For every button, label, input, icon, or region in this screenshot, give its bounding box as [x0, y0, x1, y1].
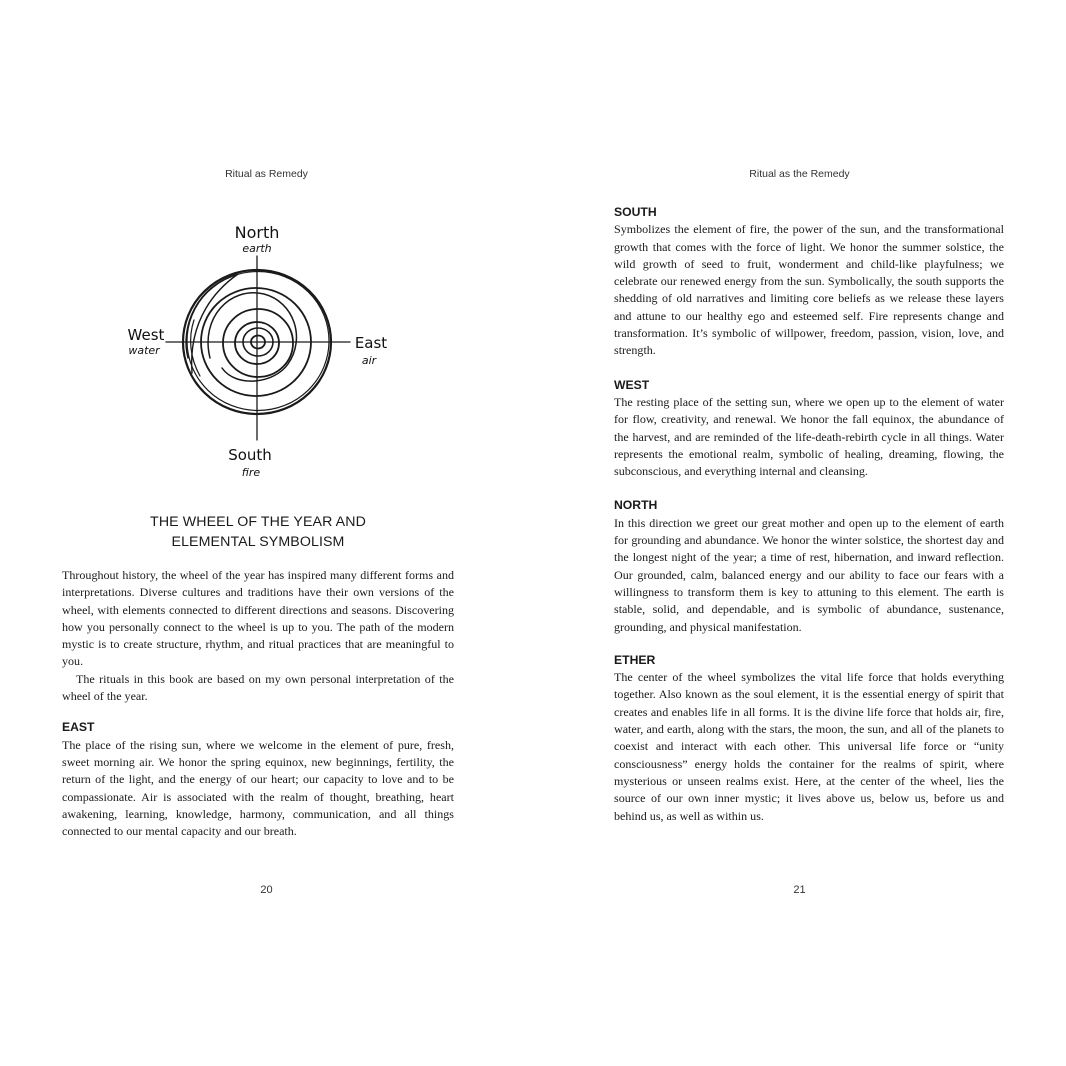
label-west-element: water [128, 344, 160, 357]
intro-paragraph-1: Throughout history, the wheel of the year has inspired many different forms and interpretations. Diverse cultures and traditions have their own versions of the wheel, with elements connected to different directions and seasons. Discovering how you personally connect to the wheel is up to you. The path of the modern mystic is to create structure, rhythm, and ritual practices that are meaningful to you. [62, 568, 454, 669]
page-number: 20 [260, 884, 273, 896]
wheel-drawing [118, 208, 398, 486]
section-title-line-1: THE WHEEL OF THE YEAR AND [150, 514, 366, 530]
label-north: North [234, 223, 280, 242]
label-east: East [354, 334, 388, 352]
south-paragraph: Symbolizes the element of fire, the power of the sun, and the transformational growth that comes with the force of light. We honor the summer solstice, the wild growth of seed to fruit, wonderment and child-like playfulness; we celebrate our renewed energy from the sun. Symbolically, the south supports the shedding of old narratives and limiting core beliefs as we release these layers and attune to our healthy ego and esteemed self. Fire represents change and transformation. It’s symbolic of willpower, freedom, passion, vision, love, and strength. [614, 222, 1004, 358]
ether-section [614, 652, 1004, 825]
east-paragraph: The place of the rising sun, where we welcome in the element of pure, fresh, sweet morning air. We honor the spring equinox, new beginnings, fertility, the return of the light, and the energy of our heart; our capacity to love and to be compassionate. Air is associated with the realm of thought, breathing, heart awakening, learning, knowledge, harmony, communication, and all things connected to our mental capacity and our breath. [62, 737, 454, 839]
page-number: 21 [793, 884, 806, 896]
label-west: West [127, 326, 165, 344]
running-head: Ritual as Remedy [225, 168, 308, 180]
west-paragraph: The resting place of the setting sun, where we open up to the element of water for flow, creativity, and renewal. We honor the fall equinox, the abundance of the harvest, and are reminded of the life-death-rebirth cycle in all things. Water represents the emotional realm, symbolic of healing, dreaming, flowing, the subconscious, and everything internal and cleansing. [614, 394, 1004, 479]
ether-paragraph: The center of the wheel symbolizes the vital life force that holds everything together. Also known as the soul element, it is the essential energy of spirit that creates and enables life in all forms. It is the divine life force that holds air, fire, water, and earth, along with the stars, the moon, the sun, and all of the planets to coexist and interact with each other. This universal life force or “unity consciousness” energy holds the container for the realms of spirit, where mysterious or unseen realms exist. Here, at the center of the wheel, lies the source of our own inner mystic; it lives above us, below us, before us and behind us, as well as within us. [614, 670, 1004, 823]
west-heading: WEST [614, 377, 650, 392]
south-section [614, 204, 1004, 360]
west-section [614, 377, 1004, 481]
label-east-element: air [361, 354, 377, 367]
south-heading: SOUTH [614, 205, 657, 219]
intro-paragraph-2: The rituals in this book are based on my own personal interpretation of the wheel of the year. [62, 671, 454, 704]
label-north-element: earth [242, 242, 272, 255]
left-body-text [62, 567, 454, 840]
label-south: South [228, 446, 272, 464]
section-title [62, 512, 454, 552]
wheel-of-the-year-diagram [118, 208, 398, 486]
label-south-element: fire [241, 466, 261, 479]
north-heading: NORTH [614, 498, 658, 513]
east-heading: EAST [62, 720, 95, 735]
right-page [533, 0, 1066, 1066]
third-ring [223, 309, 293, 377]
north-section [614, 497, 1004, 635]
north-paragraph: In this direction we greet our great mother and open up to the element of earth for grounding and abundance. We honor the winter solstice, the shortest day and the longest night of the year; a time of rest, hibernation, and inward reflection. Our grounded, calm, balanced energy and our ability to face our fears with a willingness to transform them is key to attuning to this element. The earth is stable, solid, and dependable, and is symbolic of abundance, sustenance, grounding, and physical manifestation. [614, 515, 1004, 634]
ether-heading: ETHER [614, 652, 656, 667]
running-head: Ritual as the Remedy [749, 168, 850, 180]
right-body-text [614, 204, 1004, 825]
section-title-line-2: ELEMENTAL SYMBOLISM [171, 534, 345, 550]
